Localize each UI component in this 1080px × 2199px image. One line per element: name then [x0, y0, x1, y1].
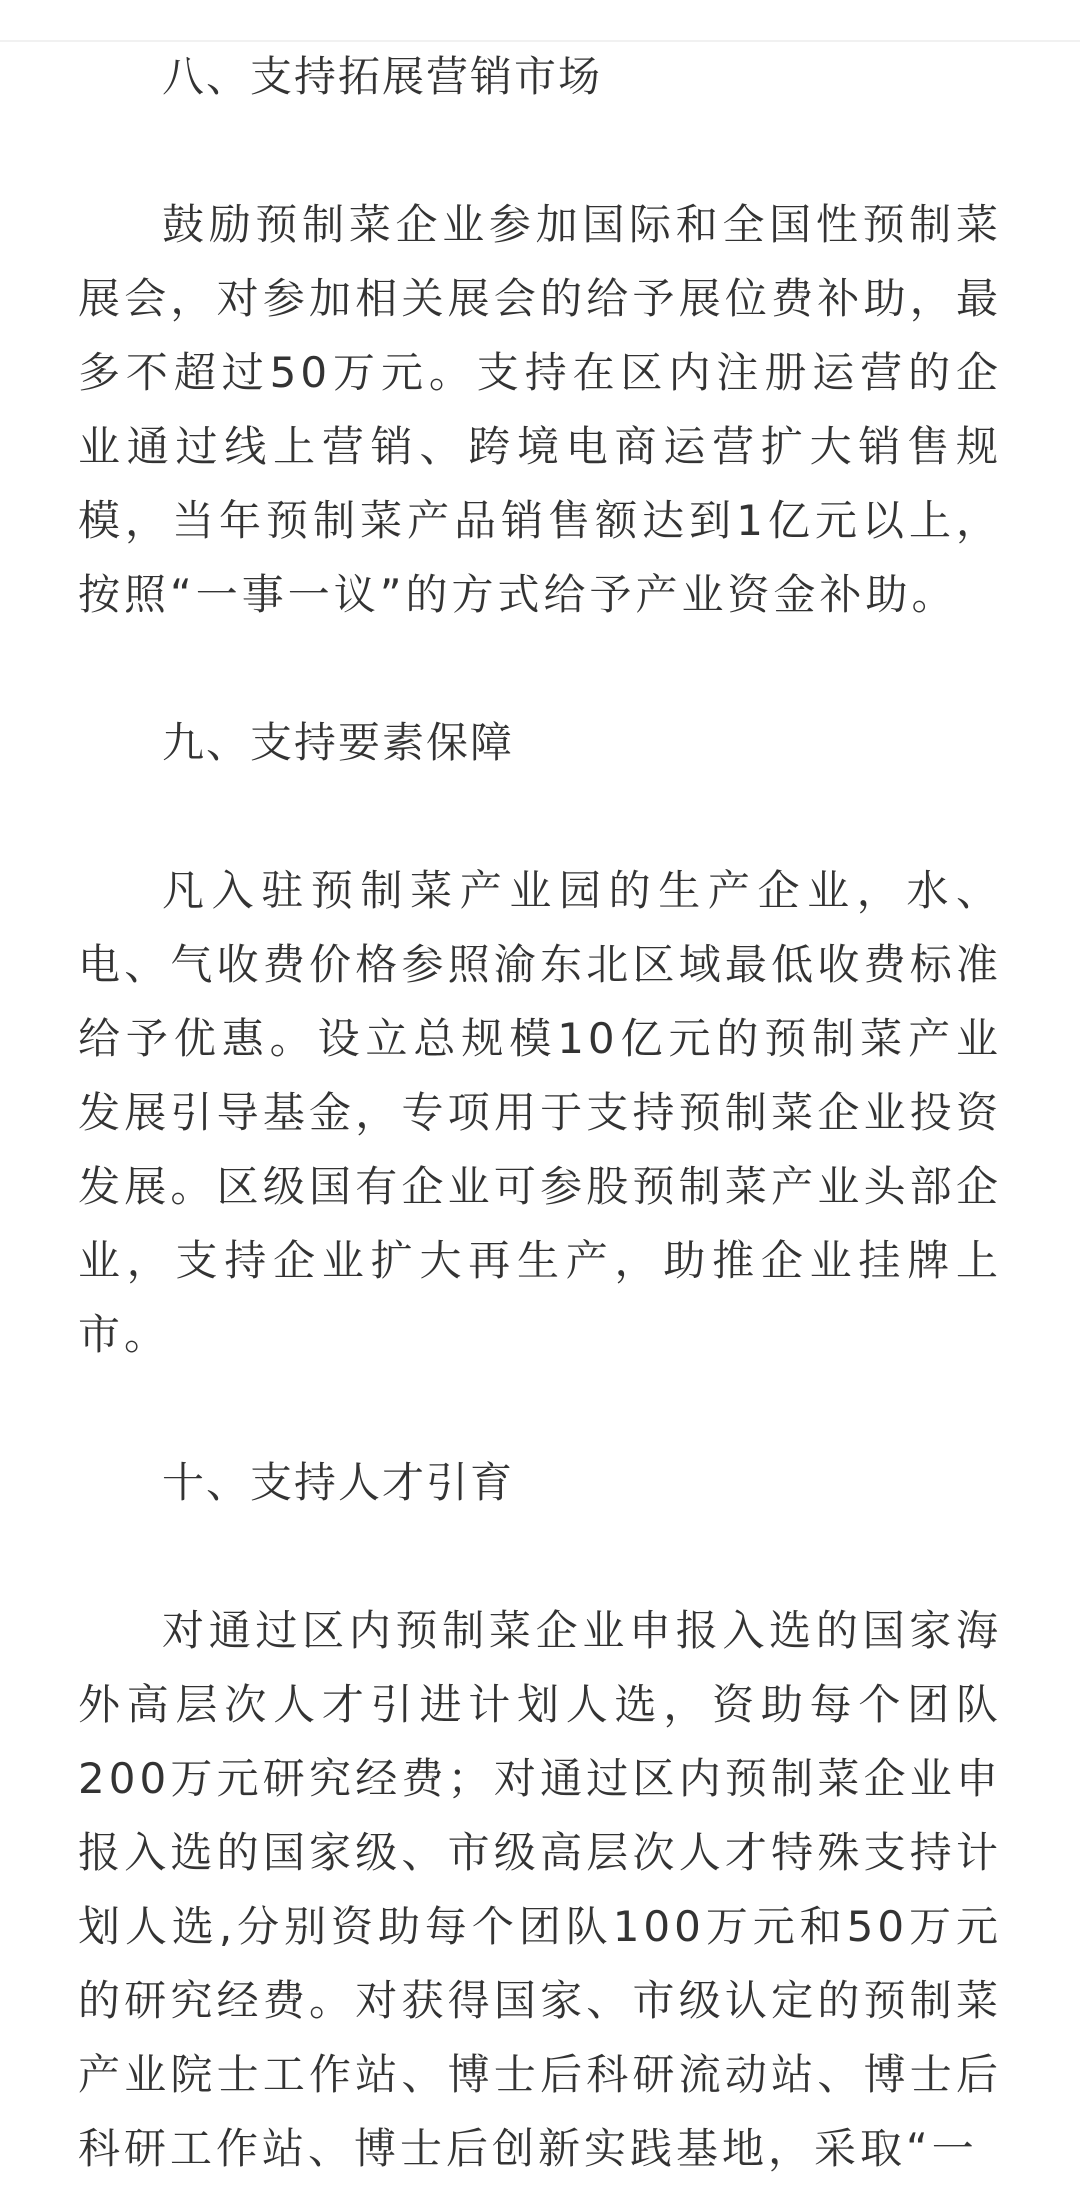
- section-8-paragraph: 鼓励预制菜企业参加国际和全国性预制菜展会，对参加相关展会的给予展位费补助，最多不超过50万元。支持在区内注册运营的企业通过线上营销、跨境电商运营扩大销售规模，当年预制菜产品销售额达到1亿元以上，按照“一事一议”的方式给予产业资金补助。: [78, 200, 1002, 619]
- section-9-paragraph: 凡入驻预制菜产业园的生产企业，水、电、气收费价格参照渝东北区域最低收费标准给予优惠。设立总规模10亿元的预制菜产业发展引导基金，专项用于支持预制菜企业投资发展。区级国有企业可参股预制菜产业头部企业，支持企业扩大再生产，助推企业挂牌上市。: [78, 866, 1002, 1359]
- spacer: [78, 632, 1002, 706]
- spacer: [78, 1520, 1002, 1594]
- spacer: [78, 780, 1002, 854]
- section-10-heading: 十、支持人才引育: [162, 1458, 515, 1507]
- section-9-heading: 九、支持要素保障: [162, 718, 515, 767]
- section-8-heading: 八、支持拓展营销市场: [162, 52, 603, 101]
- article-body: [78, 40, 1002, 2186]
- spacer: [78, 1372, 1002, 1446]
- spacer: [78, 114, 1002, 188]
- section-10-paragraph: 对通过区内预制菜企业申报入选的国家海外高层次人才引进计划人选，资助每个团队200万元研究经费；对通过区内预制菜企业申报入选的国家级、市级高层次人才特殊支持计划人选,分别资助每个团队100万元和50万元的研究经费。对获得国家、市级认定的预制菜产业院士工作站、博士后科研流动站、博士后科研工作站、博士后创新实践基地，采取“一: [78, 1606, 1002, 2173]
